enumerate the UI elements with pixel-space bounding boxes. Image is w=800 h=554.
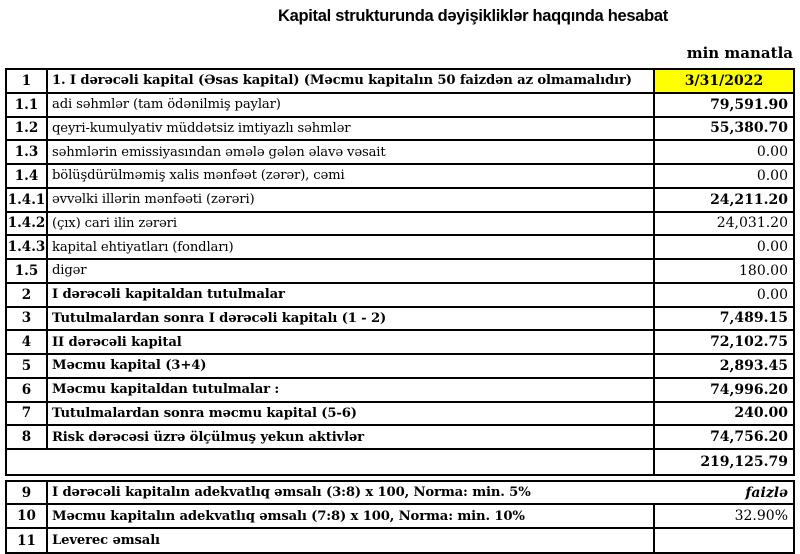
table-row (7, 165, 793, 189)
report-title: Kapital strukturunda dəyişikliklər haqqında hesabat (278, 7, 668, 25)
row-label-cell: səhmlərin emissiyasından əmələ gələn əlavə vəsait (48, 141, 655, 163)
table-row (7, 426, 793, 450)
table-row (7, 141, 793, 165)
table-row (7, 403, 793, 427)
row-label-cell: Risk dərəcəsi üzrə ölçülmuş yekun aktivlər (48, 426, 655, 448)
table-row (7, 260, 793, 284)
row-label-cell: Məcmu kapitalın adekvatlıq əmsalı (7:8) x 100, Norma: min. 10% (48, 505, 655, 527)
table-row (7, 284, 793, 308)
row-number-cell: 4 (7, 331, 48, 353)
table-row (7, 379, 793, 403)
row-number-cell: 1.2 (7, 118, 48, 140)
row-number-cell: 3 (7, 308, 48, 330)
row-number-cell: 1.4.3 (7, 236, 48, 258)
row-label-cell: Məcmu kapital (3+4) (48, 355, 655, 377)
row-label-cell: (çıx) cari ilin zərəri (48, 213, 655, 235)
table-row (7, 355, 793, 379)
row-value-cell: 24,031.20 (716, 215, 788, 232)
row-value-cell: 0.00 (756, 239, 788, 256)
table-row (7, 94, 793, 118)
row-label-cell: bölüşdürülməmiş xalis mənfəət (zərər), cəmi (48, 165, 655, 187)
row-value-cell: 72,102.75 (710, 334, 788, 351)
row-label-cell: digər (48, 260, 655, 282)
row-value-cell: 219,125.79 (700, 453, 788, 470)
unit-label: min manatla (686, 44, 793, 62)
row-label-cell: Leverec əmsalı (48, 529, 655, 553)
row-value-cell: 32.90% (734, 508, 788, 524)
table-row (7, 482, 793, 506)
table-main-section (5, 68, 795, 476)
row-label-cell: I dərəcəli kapitaldan tutulmalar (48, 284, 655, 306)
table-row (7, 450, 793, 474)
table-row (7, 213, 793, 237)
row-value-cell: 79,591.90 (710, 96, 788, 113)
row-label-cell: Tutulmalardan sonra I dərəcəli kapitalı (1 - 2) (48, 308, 655, 330)
row-value-cell: 180.00 (739, 262, 788, 279)
row-number-cell: 5 (7, 355, 48, 377)
table-row (7, 70, 793, 94)
table-row (7, 308, 793, 332)
table-row (7, 529, 793, 553)
table-row (7, 331, 793, 355)
row-label-cell: 1. I dərəcəli kapital (Əsas kapital) (Məcmu kapitalın 50 faizdən az olmamalıdır) (48, 70, 655, 92)
row-value-cell: faizlə (745, 484, 788, 501)
row-value-cell: 0.00 (756, 167, 788, 184)
row-value-cell: 24,211.20 (710, 191, 788, 208)
row-label-cell: adi səhmlər (tam ödənilmiş paylar) (48, 94, 655, 116)
row-label-cell: I dərəcəli kapitalın adekvatlıq əmsalı (3:8) x 100, Norma: min. 5% (52, 485, 531, 500)
row-value-cell: 74,756.20 (710, 429, 788, 446)
table-row (7, 236, 793, 260)
row-number-cell: 1.4.2 (7, 213, 48, 235)
capital-structure-table (5, 68, 795, 554)
row-value-cell (655, 529, 793, 553)
row-value-cell: 7,489.15 (719, 310, 788, 327)
row-label-cell: II dərəcəli kapital (48, 331, 655, 353)
row-number-cell: 1 (7, 70, 48, 92)
row-number-cell: 8 (7, 426, 48, 448)
row-label-cell: qeyri-kumulyativ müddətsiz imtiyazlı səhmlər (48, 118, 655, 140)
row-number-cell: 7 (7, 403, 48, 425)
row-number-cell: 1.1 (7, 94, 48, 116)
row-number-cell: 6 (7, 379, 48, 401)
row-number-cell: 9 (7, 482, 48, 504)
table-ratios-section (5, 480, 795, 554)
row-label-cell: Məcmu kapitaldan tutulmalar : (48, 379, 655, 401)
row-number-cell: 2 (7, 284, 48, 306)
row-number-cell: 11 (7, 529, 48, 553)
row-value-cell: 0.00 (756, 144, 788, 161)
table-row (7, 189, 793, 213)
row-number-cell: 1.4.1 (7, 189, 48, 211)
row-label-cell: kapital ehtiyatları (fondları) (48, 236, 655, 258)
report-date-cell: 3/31/2022 (655, 70, 793, 92)
row-value-cell: 2,893.45 (719, 357, 788, 374)
row-value-cell: 74,996.20 (710, 381, 788, 398)
row-value-cell: 0.00 (756, 286, 788, 303)
row-label-cell: əvvəlki illərin mənfəəti (zərəri) (48, 189, 655, 211)
row-number-cell: 10 (7, 505, 48, 527)
row-number-cell: 1.3 (7, 141, 48, 163)
row-value-cell: 240.00 (734, 405, 788, 422)
merged-empty-cell (7, 450, 655, 474)
row-number-cell: 1.4 (7, 165, 48, 187)
row-value-cell: 55,380.70 (710, 120, 788, 137)
row-number-cell: 1.5 (7, 260, 48, 282)
table-row (7, 505, 793, 529)
table-row (7, 118, 793, 142)
row-label-cell: Tutulmalardan sonra məcmu kapital (5-6) (48, 403, 655, 425)
